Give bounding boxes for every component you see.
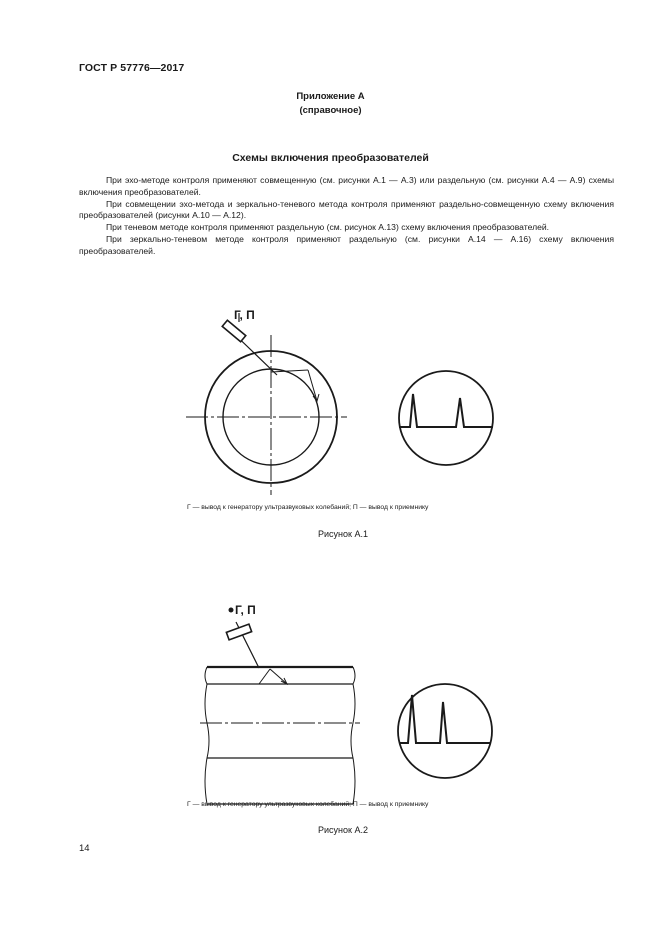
paragraph: При теневом методе контроля применяют раздельную (см. рисунок А.13) схему включения преобразователей.: [106, 222, 550, 233]
paragraph: При совмещении эхо-метода и зеркально-теневого метода контроля применяют раздельно-совмещенную схему включения преобразователей (рисунки А.10 — А.12).: [79, 198, 614, 221]
figure-label: Рисунок А.1: [318, 529, 368, 539]
paragraph: При эхо-методе контроля применяют совмещенную (см. рисунки А.1 — А.3) или раздельную (см. рисунки А.4 — А.9) схемы включения преобразователей.: [79, 175, 614, 197]
figure-caption: Г — вывод к генератору ультразвуковых колебаний; П — вывод к приемнику: [187, 801, 429, 808]
break-line-left: [205, 667, 209, 804]
connector-dot: [229, 608, 234, 613]
probe-icon: [226, 624, 251, 640]
figure-label: Рисунок А.2: [318, 825, 368, 835]
section-title: Схемы включения преобразователей: [232, 152, 429, 164]
figure-caption: Г — вывод к генератору ультразвуковых колебаний; П — вывод к приемнику: [187, 504, 429, 511]
probe-label: Г, П: [234, 308, 255, 322]
break-line-right: [351, 667, 355, 804]
appendix-subtitle: (справочное): [299, 105, 362, 116]
echo-signal: [400, 695, 490, 743]
beam-path: [259, 669, 270, 684]
probe-label: Г, П: [235, 603, 256, 617]
document-header: ГОСТ Р 57776—2017: [79, 62, 185, 74]
paragraph: При зеркально-теневом методе контроля применяют раздельную (см. рисунки А.14 — А.16) схему включения преобразователей.: [79, 233, 614, 256]
beam-path: [270, 669, 287, 684]
page-number: 14: [79, 843, 90, 854]
appendix-title: Приложение А: [296, 91, 365, 102]
